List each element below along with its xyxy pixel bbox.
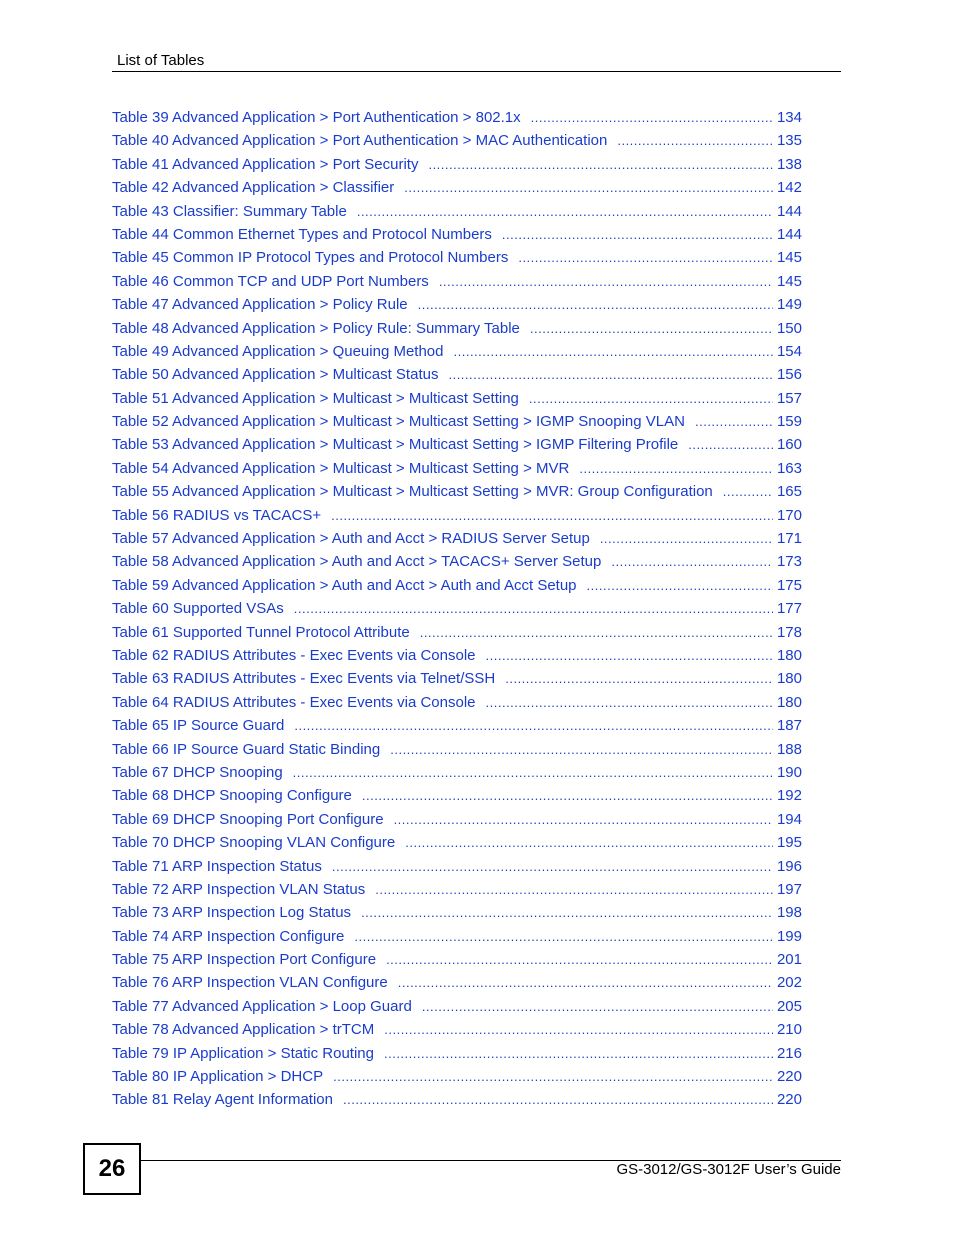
toc-entry-label[interactable]: Table 81 Relay Agent Information (112, 1091, 333, 1109)
toc-entry-page[interactable]: 195 (776, 834, 802, 852)
toc-dot-leader (439, 270, 773, 293)
toc-entry-label[interactable]: Table 43 Classifier: Summary Table (112, 202, 347, 220)
toc-dot-leader (333, 1065, 773, 1088)
toc-entry-label[interactable]: Table 69 DHCP Snooping Port Configure (112, 810, 384, 828)
toc-entry[interactable] (112, 574, 802, 597)
toc-dot-leader (454, 340, 773, 363)
toc-dot-leader (688, 433, 773, 456)
toc-entry-page[interactable]: 220 (776, 1068, 802, 1086)
toc-entry-page[interactable]: 197 (776, 880, 802, 898)
toc-dot-leader (331, 504, 773, 527)
toc-entry-page[interactable]: 154 (776, 342, 802, 360)
toc-entry-label[interactable]: Table 53 Advanced Application > Multicast > Multicast Setting > IGMP Filtering Profile (112, 436, 679, 454)
toc-entry-label[interactable]: Table 41 Advanced Application > Port Security (112, 155, 419, 173)
toc-entry[interactable] (112, 831, 802, 854)
toc-entry-label[interactable]: Table 39 Advanced Application > Port Authentication > 802.1x (112, 109, 521, 126)
toc-dot-leader (390, 738, 773, 761)
toc-entry-page[interactable]: 144 (776, 225, 802, 243)
toc-entry[interactable] (112, 784, 802, 807)
toc-entry-label[interactable]: Table 71 ARP Inspection Status (112, 857, 322, 875)
toc-entry-label[interactable]: Table 65 IP Source Guard (112, 717, 285, 735)
toc-entry[interactable] (112, 176, 802, 199)
toc-entry[interactable] (112, 480, 802, 503)
toc-entry[interactable] (112, 1088, 802, 1111)
toc-entry-label[interactable]: Table 64 RADIUS Attributes - Exec Events via Console (112, 693, 476, 711)
toc-entry[interactable] (112, 597, 802, 620)
toc-dot-leader (362, 784, 773, 807)
toc-entry-label[interactable]: Table 56 RADIUS vs TACACS+ (112, 506, 322, 524)
toc-entry[interactable] (112, 644, 802, 667)
toc-entry[interactable] (112, 691, 802, 714)
toc-entry[interactable] (112, 340, 802, 363)
footer-guide-title: GS-3012/GS-3012F User’s Guide (616, 1161, 841, 1178)
toc-entry-page[interactable]: 187 (776, 717, 802, 735)
toc-dot-leader (293, 761, 773, 784)
toc-entry-page[interactable]: 165 (776, 483, 802, 501)
toc-entry[interactable] (112, 410, 802, 433)
toc-dot-leader (428, 153, 773, 176)
toc-dot-leader (617, 129, 773, 152)
toc-dot-leader (357, 200, 773, 223)
toc-entry[interactable] (112, 855, 802, 878)
toc-dot-leader (405, 831, 773, 854)
toc-entry[interactable] (112, 808, 802, 831)
toc-dot-leader (505, 667, 773, 690)
toc-entry[interactable] (112, 878, 802, 901)
toc-dot-leader (611, 550, 773, 573)
toc-dot-leader (420, 621, 773, 644)
toc-entry[interactable] (112, 223, 802, 246)
toc-entry-page[interactable]: 149 (776, 296, 802, 314)
toc-entry-page[interactable]: 175 (776, 576, 802, 594)
toc-entry-label[interactable]: Table 70 DHCP Snooping VLAN Configure (112, 834, 396, 852)
toc-entry[interactable] (112, 153, 802, 176)
table-of-contents (112, 106, 802, 1112)
toc-dot-leader (343, 1088, 773, 1111)
toc-entry-page[interactable]: 220 (776, 1091, 802, 1109)
toc-dot-leader (394, 808, 773, 831)
toc-entry-page[interactable]: 142 (776, 179, 802, 197)
toc-entry[interactable] (112, 1018, 802, 1041)
toc-entry-page[interactable]: 210 (776, 1021, 802, 1039)
toc-dot-leader (486, 644, 773, 667)
toc-entry-label[interactable]: Table 63 RADIUS Attributes - Exec Events via Telnet/SSH (112, 670, 496, 688)
toc-entry[interactable] (112, 317, 802, 340)
toc-entry-page[interactable]: 145 (776, 272, 802, 290)
toc-entry-page[interactable]: 138 (776, 155, 802, 173)
toc-dot-leader (486, 691, 773, 714)
toc-dot-leader (354, 925, 773, 948)
toc-entry-page[interactable]: 171 (776, 530, 802, 548)
toc-dot-leader (294, 714, 773, 737)
toc-dot-leader (398, 971, 773, 994)
toc-entry-label[interactable]: Table 74 ARP Inspection Configure (112, 927, 345, 945)
toc-entry-page[interactable]: 160 (776, 436, 802, 454)
toc-entry[interactable] (112, 457, 802, 480)
page-number: 26 (83, 1143, 141, 1195)
toc-entry-label[interactable]: Table 55 Advanced Application > Multicast > Multicast Setting > MVR: Group Configuration (112, 483, 713, 501)
toc-entry-label[interactable]: Table 40 Advanced Application > Port Authentication > MAC Authentication (112, 132, 608, 150)
toc-entry-label[interactable]: Table 42 Advanced Application > Classifier (112, 179, 395, 197)
toc-entry-label[interactable]: Table 45 Common IP Protocol Types and Protocol Numbers (112, 249, 509, 267)
toc-entry-page[interactable]: 202 (776, 974, 802, 992)
toc-entry-page[interactable]: 150 (776, 319, 802, 337)
toc-entry-page[interactable]: 196 (776, 857, 802, 875)
toc-dot-leader (375, 878, 773, 901)
toc-entry[interactable] (112, 363, 802, 386)
toc-entry-page[interactable]: 144 (776, 202, 802, 220)
toc-entry-page[interactable]: 157 (776, 389, 802, 407)
toc-dot-leader (418, 293, 773, 316)
toc-entry-label[interactable]: Table 59 Advanced Application > Auth and Acct > Auth and Acct Setup (112, 576, 577, 594)
toc-entry[interactable] (112, 738, 802, 761)
toc-entry[interactable] (112, 667, 802, 690)
toc-entry[interactable] (112, 714, 802, 737)
toc-entry[interactable] (112, 106, 802, 129)
toc-dot-leader (332, 855, 773, 878)
toc-entry-label[interactable]: Table 67 DHCP Snooping (112, 763, 283, 781)
toc-dot-leader (529, 387, 773, 410)
toc-entry-label[interactable]: Table 62 RADIUS Attributes - Exec Events via Console (112, 646, 476, 664)
toc-entry[interactable] (112, 948, 802, 971)
toc-entry[interactable] (112, 293, 802, 316)
toc-entry-page[interactable]: 178 (776, 623, 802, 641)
toc-entry-label[interactable]: Table 50 Advanced Application > Multicast Status (112, 366, 439, 384)
toc-entry-label[interactable]: Table 58 Advanced Application > Auth and Acct > TACACS+ Server Setup (112, 553, 602, 571)
toc-entry-label[interactable]: Table 79 IP Application > Static Routing (112, 1044, 374, 1062)
toc-entry-page[interactable]: 190 (776, 763, 802, 781)
toc-entry-label[interactable]: Table 77 Advanced Application > Loop Guard (112, 997, 412, 1015)
toc-entry[interactable] (112, 246, 802, 269)
toc-dot-leader (448, 363, 773, 386)
toc-entry-page[interactable]: 194 (776, 810, 802, 828)
toc-entry-page[interactable]: 188 (776, 740, 802, 758)
toc-entry-page[interactable]: 198 (776, 904, 802, 922)
toc-entry-label[interactable]: Table 76 ARP Inspection VLAN Configure (112, 974, 388, 992)
toc-entry[interactable] (112, 504, 802, 527)
toc-entry[interactable] (112, 1065, 802, 1088)
toc-dot-leader (384, 1042, 773, 1065)
toc-entry-label[interactable]: Table 46 Common TCP and UDP Port Numbers (112, 272, 429, 290)
toc-entry-label[interactable]: Table 47 Advanced Application > Policy Rule (112, 296, 408, 314)
toc-entry-label[interactable]: Table 75 ARP Inspection Port Configure (112, 951, 377, 969)
toc-entry-label[interactable]: Table 44 Common Ethernet Types and Protocol Numbers (112, 225, 492, 243)
toc-dot-leader (384, 1018, 773, 1041)
toc-entry-label[interactable]: Table 73 ARP Inspection Log Status (112, 904, 352, 922)
toc-entry-page[interactable]: 156 (776, 366, 802, 384)
toc-entry-page[interactable]: 180 (776, 693, 802, 711)
toc-entry-page[interactable]: 177 (776, 600, 802, 618)
toc-entry-page[interactable]: 205 (776, 997, 802, 1015)
toc-entry-label[interactable]: Table 68 DHCP Snooping Configure (112, 787, 352, 805)
toc-dot-leader (294, 597, 773, 620)
toc-entry-page[interactable]: 180 (776, 670, 802, 688)
toc-dot-leader (386, 948, 773, 971)
toc-dot-leader (600, 527, 773, 550)
toc-entry-label[interactable]: Table 51 Advanced Application > Multicast > Multicast Setting (112, 389, 519, 407)
toc-dot-leader (587, 574, 773, 597)
toc-entry-label[interactable]: Table 54 Advanced Application > Multicast > Multicast Setting > MVR (112, 459, 570, 477)
toc-entry-label[interactable]: Table 66 IP Source Guard Static Binding (112, 740, 381, 758)
toc-entry[interactable] (112, 387, 802, 410)
toc-entry-page[interactable]: 170 (776, 506, 802, 524)
toc-dot-leader (518, 246, 773, 269)
toc-entry-label[interactable]: Table 49 Advanced Application > Queuing Method (112, 342, 444, 360)
toc-entry[interactable] (112, 200, 802, 223)
toc-dot-leader (579, 457, 773, 480)
toc-entry-page[interactable]: 216 (776, 1044, 802, 1062)
toc-dot-leader (530, 317, 773, 340)
toc-entry-page[interactable]: 135 (776, 132, 802, 150)
toc-entry-label[interactable]: Table 72 ARP Inspection VLAN Status (112, 880, 366, 898)
toc-entry-page[interactable]: 173 (776, 553, 802, 571)
toc-entry[interactable] (112, 1042, 802, 1065)
toc-dot-leader (422, 995, 773, 1018)
toc-entry-page[interactable]: 192 (776, 787, 802, 805)
toc-entry-label[interactable]: Table 48 Advanced Application > Policy Rule: Summary Table (112, 319, 520, 337)
toc-entry-label[interactable]: Table 80 IP Application > DHCP (112, 1068, 324, 1086)
toc-dot-leader (695, 410, 773, 433)
toc-entry-page[interactable]: 199 (776, 927, 802, 945)
toc-entry[interactable] (112, 270, 802, 293)
header-title: List of Tables (117, 52, 205, 69)
toc-entry-label[interactable]: Table 78 Advanced Application > trTCM (112, 1021, 375, 1039)
toc-entry-page[interactable]: 201 (776, 951, 802, 969)
toc-entry[interactable] (112, 433, 802, 456)
toc-dot-leader (502, 223, 773, 246)
toc-entry[interactable] (112, 527, 802, 550)
toc-entry-label[interactable]: Table 60 Supported VSAs (112, 600, 284, 618)
toc-dot-leader (404, 176, 773, 199)
toc-entry[interactable] (112, 550, 802, 573)
toc-entry[interactable] (112, 971, 802, 994)
toc-entry-page[interactable]: 163 (776, 459, 802, 477)
toc-entry[interactable] (112, 995, 802, 1018)
toc-entry-label[interactable]: Table 57 Advanced Application > Auth and Acct > RADIUS Server Setup (112, 530, 590, 548)
header-rule (112, 71, 841, 72)
toc-entry-page[interactable]: 180 (776, 646, 802, 664)
toc-entry-label[interactable]: Table 52 Advanced Application > Multicast > Multicast Setting > IGMP Snooping VLAN (112, 413, 685, 431)
toc-entry-label[interactable]: Table 61 Supported Tunnel Protocol Attribute (112, 623, 410, 641)
toc-dot-leader (723, 480, 773, 503)
toc-entry-page[interactable]: 145 (776, 249, 802, 267)
toc-entry[interactable] (112, 129, 802, 152)
toc-entry[interactable] (112, 761, 802, 784)
toc-entry[interactable] (112, 925, 802, 948)
toc-entry[interactable] (112, 621, 802, 644)
toc-entry-page[interactable]: 159 (776, 413, 802, 431)
toc-dot-leader (361, 901, 773, 924)
toc-entry-page[interactable]: 134 (776, 109, 802, 126)
toc-dot-leader (531, 106, 773, 129)
toc-entry[interactable] (112, 901, 802, 924)
